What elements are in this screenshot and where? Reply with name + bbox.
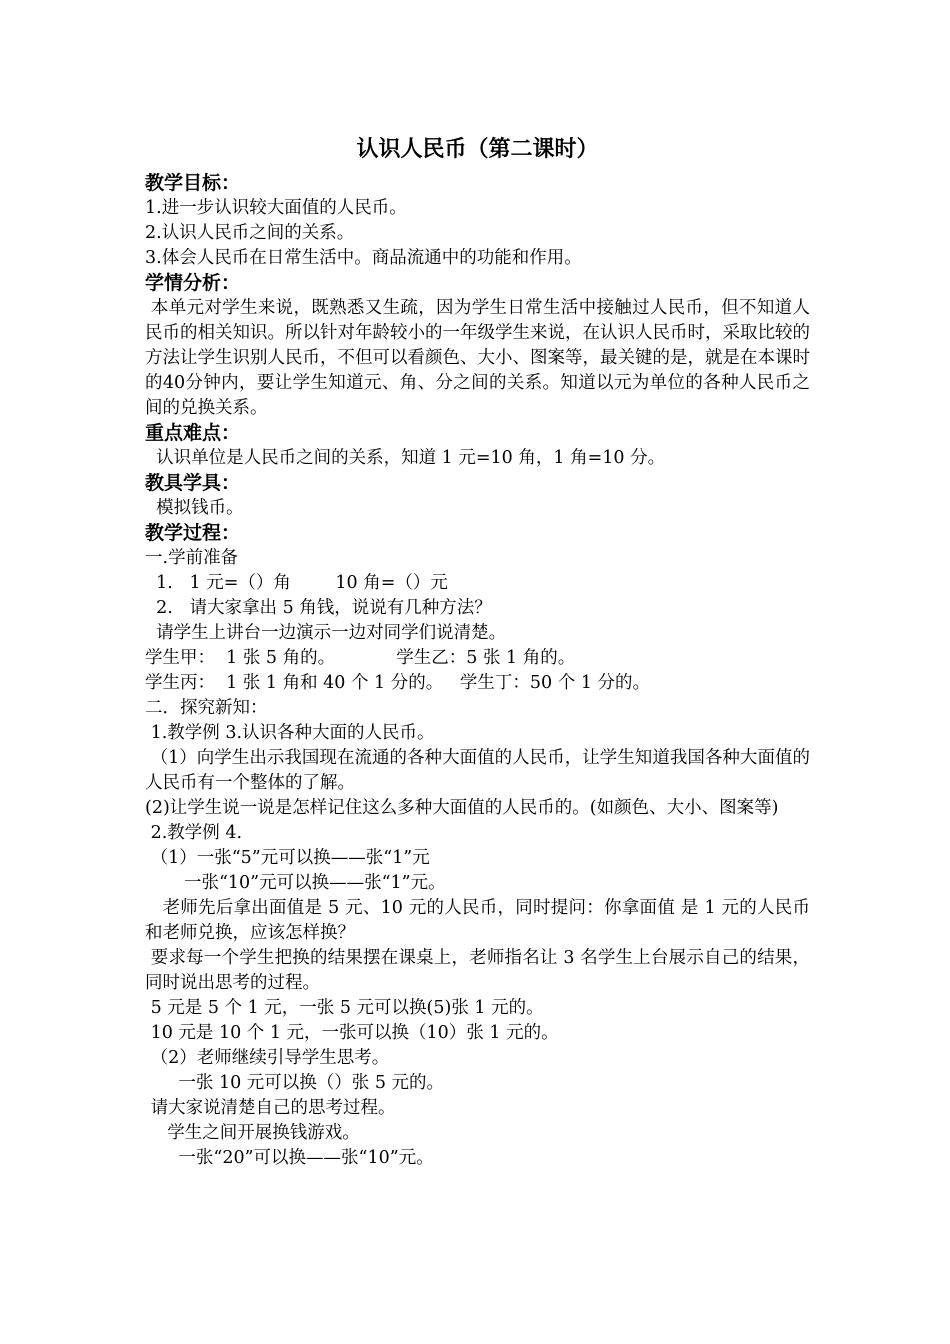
- objective-item-3: 3.体会人民币在日常生活中。商品流通中的功能和作用。: [145, 248, 582, 268]
- example4-paragraph-2: 要求每一个学生把换的结果摆在课桌上，老师指名让 3 名学生上台展示自己的结果，同时说出思考的过程。: [145, 948, 810, 993]
- example3-paragraph-2: (2)让学生说一说是怎样记住这么多种大面值的人民币的。(如颜色、大小、图案等): [145, 798, 779, 818]
- example4-line-5: （2）老师继续引导学生思考。: [145, 1048, 390, 1068]
- tools-text: 模拟钱币。: [145, 498, 244, 518]
- example4-line-9: 一张“20”可以换——张“10”元。: [145, 1148, 434, 1168]
- key-points-text: 认识单位是人民币之间的关系，知道 1 元=10 角，1 角=10 分。: [145, 448, 666, 468]
- document-content: [145, 133, 810, 1171]
- example4-line-8: 学生之间开展换钱游戏。: [145, 1123, 360, 1143]
- tools-heading: 教具学具：: [145, 472, 241, 494]
- demo-instruction: 请学生上讲台一边演示一边对同学们说清楚。: [145, 623, 507, 643]
- example4-line-7: 请大家说清楚自己的思考过程。: [145, 1098, 396, 1118]
- example4-line-1: （1）一张“5”元可以换——张“1”元: [145, 848, 430, 868]
- example3-title: 1.教学例 3.认识各种大面的人民币。: [145, 723, 435, 743]
- objective-item-1: 1.进一步认识较大面值的人民币。: [145, 198, 407, 218]
- student-answers-cd: 学生丙： 1 张 1 角和 40 个 1 分的。 学生丁：50 个 1 分的。: [145, 673, 651, 693]
- objective-item-2: 2.认识人民币之间的关系。: [145, 223, 355, 243]
- analysis-heading: 学情分析：: [145, 272, 241, 294]
- page-title: 认识人民币（第二课时）: [356, 136, 599, 162]
- part1-title: 一.学前准备: [145, 548, 239, 568]
- example3-paragraph-1: （1）向学生出示我国现在流通的各种大面值的人民币，让学生知道我国各种大面值的人民币有一个整体的了解。: [145, 748, 810, 793]
- objectives-heading: 教学目标：: [145, 172, 241, 194]
- question-1: 1. 1 元=（）角 10 角=（）元: [145, 573, 448, 593]
- example4-line-6: 一张 10 元可以换（）张 5 元的。: [145, 1073, 445, 1093]
- example4-paragraph-1: 老师先后拿出面值是 5 元、10 元的人民币，同时提问：你拿面值 是 1 元的人民币和老师兑换，应该怎样换？: [145, 898, 810, 943]
- example4-line-2: 一张“10”元可以换——张“1”元。: [145, 873, 446, 893]
- example4-line-4: 10 元是 10 个 1 元，一张可以换（10）张 1 元的。: [145, 1023, 559, 1043]
- process-heading: 教学过程：: [145, 522, 241, 544]
- question-2: 2. 请大家拿出 5 角钱，说说有几种方法？: [145, 598, 492, 618]
- student-answers-ab: 学生甲： 1 张 5 角的。 学生乙：5 张 1 角的。: [145, 648, 576, 668]
- part2-title: 二．探究新知：: [145, 698, 268, 718]
- key-points-heading: 重点难点：: [145, 422, 241, 444]
- analysis-paragraph: 本单元对学生来说，既熟悉又生疏，因为学生日常生活中接触过人民币，但不知道人民币的相关知识。所以针对年龄较小的一年级学生来说，在认识人民币时，采取比较的方法让学生识别人民币，不但可以看颜色、大小、图案等，最关键的是，就是在本课时的40分钟内，要让学生知道元、角、分之间的关系。知道以元为单位的各种人民币之间的兑换关系。: [145, 298, 810, 418]
- example4-line-3: 5 元是 5 个 1 元，一张 5 元可以换(5)张 1 元的。: [145, 998, 544, 1018]
- example4-title: 2.教学例 4.: [145, 823, 243, 843]
